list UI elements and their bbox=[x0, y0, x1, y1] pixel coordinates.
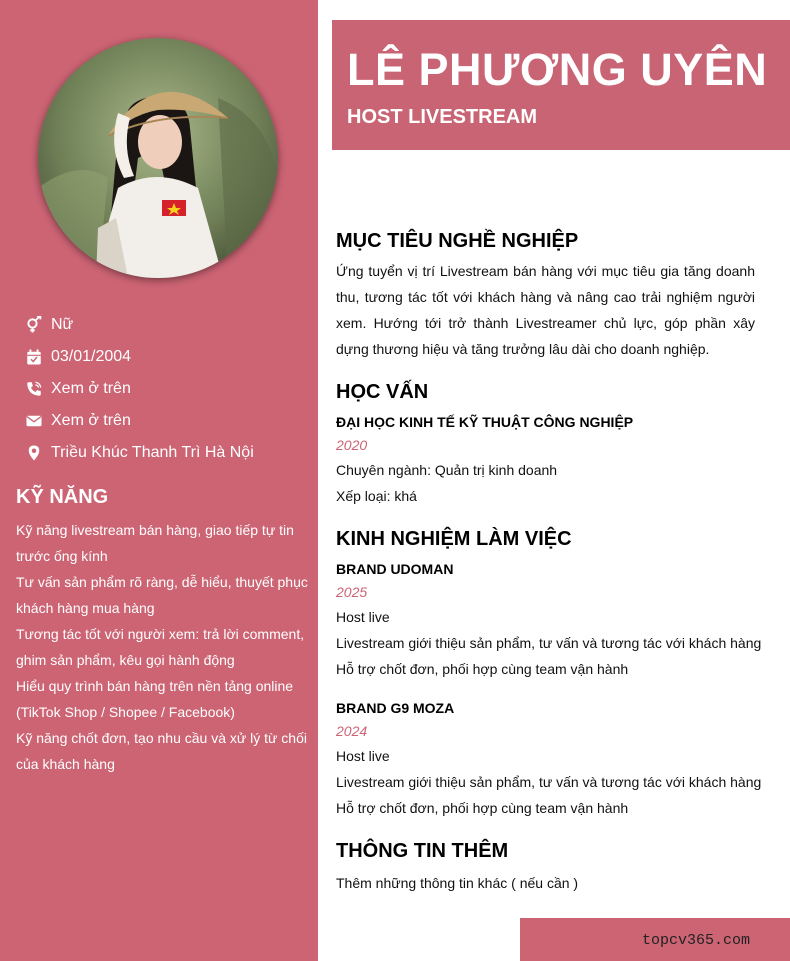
job-line: Hỗ trợ chốt đơn, phối hợp cùng team vận hành bbox=[336, 661, 629, 677]
birthday-row bbox=[24, 341, 314, 373]
skill-item: Tư vấn sản phẩm rõ ràng, dễ hiểu, thuyết phục khách hàng mua hàng bbox=[16, 574, 308, 616]
avatar bbox=[38, 38, 278, 278]
footer-bar bbox=[520, 918, 790, 961]
calendar-icon bbox=[24, 348, 43, 367]
job-line: Host live bbox=[336, 748, 390, 764]
skills-heading: KỸ NĂNG bbox=[16, 486, 109, 508]
job-entry bbox=[336, 697, 762, 821]
gender-row bbox=[24, 309, 314, 341]
email-row bbox=[24, 405, 314, 437]
job-company: BRAND UDOMAN bbox=[336, 561, 454, 577]
sidebar bbox=[0, 0, 318, 961]
skill-item: Kỹ năng chốt đơn, tạo nhu cầu và xử lý từ chối của khách hàng bbox=[16, 730, 307, 772]
skill-item: Kỹ năng livestream bán hàng, giao tiếp tự tin trước ống kính bbox=[16, 522, 294, 564]
education-year: 2020 bbox=[336, 437, 368, 453]
job-entry bbox=[336, 558, 762, 682]
email-text: Xem ở trên bbox=[51, 412, 131, 429]
job-year: 2024 bbox=[336, 723, 368, 739]
job-line: Livestream giới thiệu sản phẩm, tư vấn và tương tác với khách hàng bbox=[336, 635, 762, 651]
candidate-role: HOST LIVESTREAM bbox=[347, 106, 538, 128]
experience-heading: KINH NGHIỆM LÀM VIỆC bbox=[336, 528, 572, 550]
job-line: Livestream giới thiệu sản phẩm, tư vấn và tương tác với khách hàng bbox=[336, 774, 762, 790]
main-content bbox=[336, 228, 762, 896]
phone-row bbox=[24, 373, 314, 405]
education-major: Chuyên ngành: Quản trị kinh doanh bbox=[336, 462, 558, 478]
job-company: BRAND G9 MOZA bbox=[336, 700, 455, 716]
experience-section bbox=[336, 526, 762, 821]
education-section bbox=[336, 379, 755, 509]
name-header bbox=[332, 20, 790, 150]
extra-info-section bbox=[336, 838, 755, 896]
gender-text: Nữ bbox=[51, 316, 74, 333]
skill-item: Tương tác tốt với người xem: trả lời comment, ghim sản phẩm, kêu gọi hành động bbox=[16, 626, 305, 668]
contact-info bbox=[24, 309, 314, 469]
job-line: Hỗ trợ chốt đơn, phối hợp cùng team vận hành bbox=[336, 800, 629, 816]
avatar-photo bbox=[38, 38, 278, 278]
address-row bbox=[24, 437, 314, 469]
phone-text: Xem ở trên bbox=[51, 380, 131, 397]
job-line: Host live bbox=[336, 609, 390, 625]
objective-text: Ứng tuyển vị trí Livestream bán hàng với mục tiêu gia tăng doanh thu, tương tác tốt với khách hàng và nâng cao trải nghiệm người xem. Hướng tới trở thành Livestreamer chủ lực, góp phần xây dựng thương hiệu và tăng trưởng lâu dài cho doanh nghiệp. bbox=[336, 263, 755, 357]
extra-info-text: Thêm những thông tin khác ( nếu cần ) bbox=[336, 875, 579, 891]
extra-info-heading: THÔNG TIN THÊM bbox=[336, 840, 509, 862]
job-year: 2025 bbox=[336, 584, 368, 600]
birthday-text: 03/01/2004 bbox=[51, 348, 132, 365]
education-rank: Xếp loại: khá bbox=[336, 488, 417, 504]
watermark-text: topcv365.com bbox=[641, 932, 750, 949]
skill-item: Hiểu quy trình bán hàng trên nền tảng online (TikTok Shop / Shopee / Facebook) bbox=[16, 678, 294, 720]
skills-list bbox=[16, 517, 308, 777]
candidate-name: LÊ PHƯƠNG UYÊN bbox=[347, 44, 768, 95]
mail-icon bbox=[24, 412, 43, 431]
education-heading: HỌC VẤN bbox=[336, 381, 429, 403]
objective-heading: MỤC TIÊU NGHỀ NGHIỆP bbox=[336, 230, 579, 252]
school-name: ĐẠI HỌC KINH TẾ KỸ THUẬT CÔNG NGHIỆP bbox=[336, 414, 634, 430]
objective-section bbox=[336, 228, 755, 362]
gender-icon bbox=[24, 316, 43, 335]
location-icon bbox=[24, 444, 43, 463]
address-text: Triều Khúc Thanh Trì Hà Nội bbox=[51, 444, 254, 461]
phone-icon bbox=[24, 380, 43, 399]
